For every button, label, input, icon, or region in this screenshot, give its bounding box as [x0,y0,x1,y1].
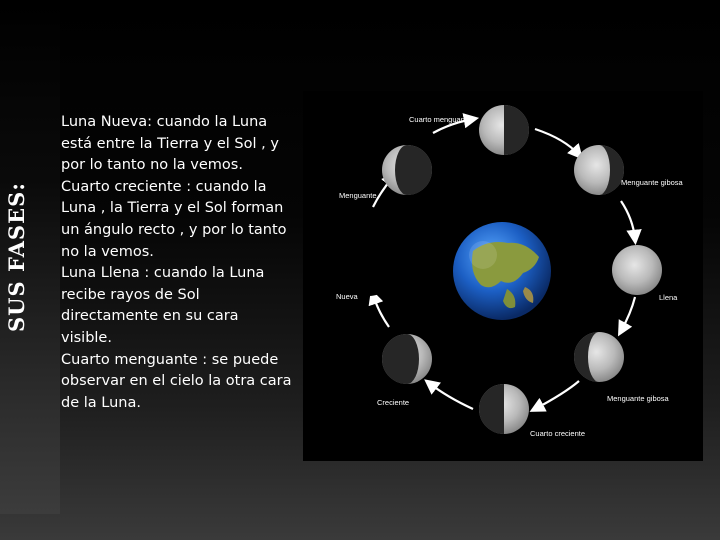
label-nueva: Nueva [336,292,358,301]
moon-llena [612,245,662,295]
paragraph-luna-llena: Luna Llena : cuando la Luna recibe rayos de Sol directamente en su cara visible. [61,265,265,346]
earth-globe-icon [453,222,551,320]
label-cuarto-menguante: Cuarto menguante [409,115,472,124]
moon-cuarto-menguante [479,105,529,155]
arrow-right-lower [621,297,635,331]
moon-phases-svg [303,91,703,461]
label-cuarto-creciente: Cuarto creciente [530,429,586,438]
label-creciente: Creciente [377,398,410,407]
section-title: SUS FASES: [4,181,29,332]
phases-description [61,112,293,414]
label-menguante-gibosa-upper: Menguante gibosa [621,178,683,187]
moon-menguante-gibosa-upper [574,145,624,195]
paragraph-cuarto-menguante: Cuarto menguante : se puede observar en el cielo la otra cara de la Luna. [61,351,292,411]
moon-creciente [382,334,432,384]
arrow-bottom-right [535,381,579,409]
arrow-bottom-left [429,383,473,409]
moon-phases-diagram [303,91,703,461]
label-menguante-gibosa-lower: Menguante gibosa [607,394,669,403]
moon-nueva [344,246,394,296]
label-llena: Llena [659,293,678,302]
label-menguante: Menguante [339,191,377,200]
moon-menguante-gibosa-lower [574,332,624,382]
arrow-left-lower [373,295,389,327]
paragraph-cuarto-creciente: Cuarto creciente : cuando la Luna , la Tierra y el Sol forman un ángulo recto , y por lo tanto no la vemos. [61,178,287,260]
paragraph-luna-nueva: Luna Nueva: cuando la Luna está entre la Tierra y el Sol , y por lo tanto no la vemos. [61,114,279,174]
moon-cuarto-creciente [479,384,529,434]
moon-menguante [382,145,432,195]
arrow-right-upper [621,201,635,239]
arrow-top-right [535,129,579,155]
